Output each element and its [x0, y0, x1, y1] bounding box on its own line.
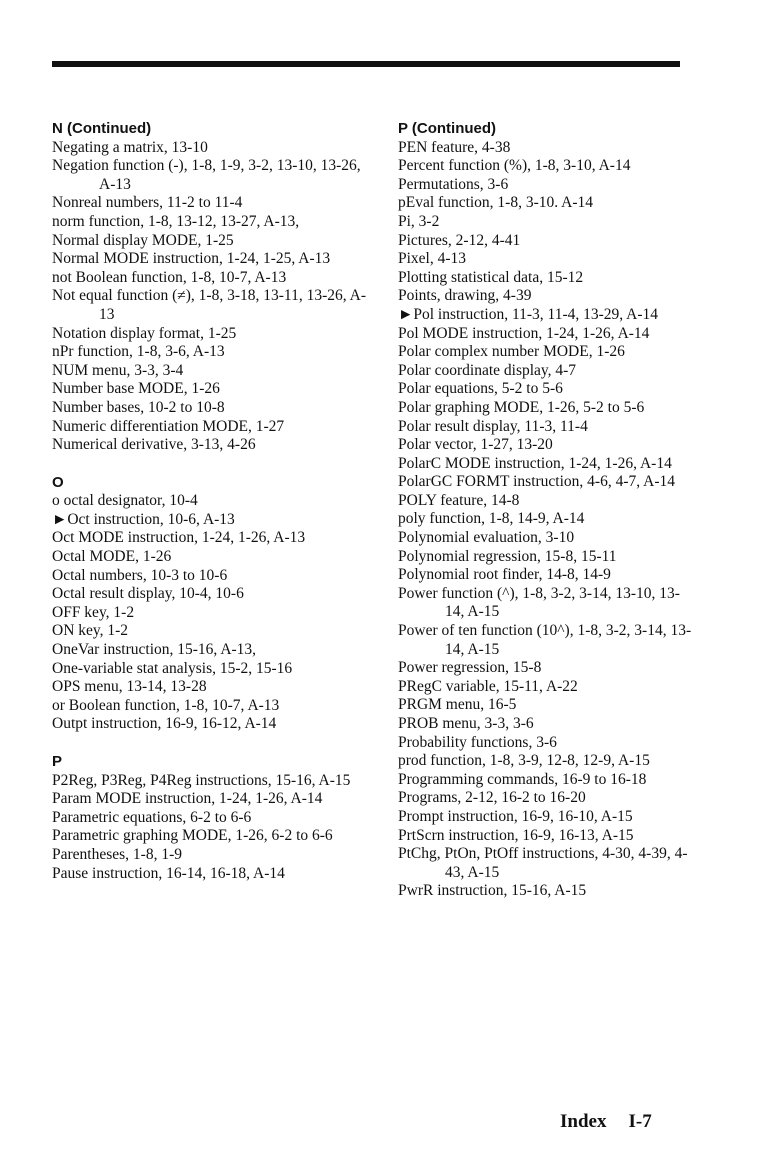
index-entry: PRegC variable, 15-11, A-22: [398, 677, 578, 695]
index-entry: Polar complex number MODE, 1-26: [398, 343, 625, 361]
index-entry: Permutations, 3-6: [398, 175, 509, 193]
index-entry: Polar result display, 11-3, 11-4: [398, 417, 588, 435]
index-entry: Octal numbers, 10-3 to 10-6: [52, 566, 228, 584]
index-entry: Parametric graphing MODE, 1-26, 6-2 to 6-6: [52, 827, 333, 845]
footer-label: Index: [560, 1111, 607, 1132]
index-entry: OFF key, 1-2: [52, 603, 135, 621]
index-entry: Pi, 3-2: [398, 212, 440, 230]
index-entry: Notation display format, 1-25: [52, 324, 237, 342]
index-entry: Programming commands, 16-9 to 16-18: [398, 770, 647, 788]
index-entry: Octal result display, 10-4, 10-6: [52, 585, 244, 603]
index-entry: Power regression, 15-8: [398, 659, 542, 677]
index-entry: PRGM menu, 16-5: [398, 696, 517, 714]
index-entry: ►Oct instruction, 10-6, A-13: [52, 510, 235, 528]
index-entry: PolarC MODE instruction, 1-24, 1-26, A-14: [398, 454, 672, 472]
index-entry: norm function, 1-8, 13-12, 13-27, A-13,: [52, 212, 300, 230]
index-entry: pEval function, 1-8, 3-10. A-14: [398, 194, 594, 212]
page-footer: [560, 1111, 652, 1133]
index-entry: poly function, 1-8, 14-9, A-14: [398, 510, 585, 528]
top-rule: [52, 61, 680, 67]
index-entry: PEN feature, 4-38: [398, 138, 511, 156]
index-entry: Outpt instruction, 16-9, 16-12, A-14: [52, 715, 277, 733]
index-entry: Not equal function (≠), 1-8, 3-18, 13-11, 13-26, A-13: [52, 287, 366, 323]
page-number: I-7: [628, 1111, 652, 1132]
index-entry: Power function (^), 1-8, 3-2, 3-14, 13-10, 13-14, A-15: [398, 584, 680, 621]
index-entry: Polynomial evaluation, 3-10: [398, 529, 575, 547]
index-entry: Pause instruction, 16-14, 16-18, A-14: [52, 864, 285, 882]
index-entry: Normal display MODE, 1-25: [52, 231, 234, 249]
index-entry: Polynomial root finder, 14-8, 14-9: [398, 566, 611, 584]
index-entry: P2Reg, P3Reg, P4Reg instructions, 15-16, A-15: [52, 771, 351, 789]
index-entry: PtChg, PtOn, PtOff instructions, 4-30, 4-39, 4-43, A-15: [398, 845, 688, 881]
index-entry: PolarGC FORMT instruction, 4-6, 4-7, A-14: [398, 473, 675, 491]
index-entry: Polar vector, 1-27, 13-20: [398, 436, 553, 454]
section-heading: P (Continued): [398, 120, 497, 137]
index-entry: Octal MODE, 1-26: [52, 548, 172, 566]
index-entry: PROB menu, 3-3, 3-6: [398, 715, 534, 732]
index-entry: Negation function (-), 1-8, 1-9, 3-2, 13-10, 13-26, A-13: [52, 157, 361, 193]
index-entry: Polar coordinate display, 4-7: [398, 361, 577, 379]
index-entry: Plotting statistical data, 15-12: [398, 268, 584, 286]
index-entry: Pixel, 4-13: [398, 250, 467, 268]
index-entry: PrtScrn instruction, 16-9, 16-13, A-15: [398, 826, 634, 844]
index-entry: Probability functions, 3-6: [398, 733, 557, 751]
index-entry: Percent function (%), 1-8, 3-10, A-14: [398, 157, 631, 175]
section-heading: O: [52, 473, 64, 491]
index-entry: Numerical derivative, 3-13, 4-26: [52, 436, 256, 454]
index-entry: Number base MODE, 1-26: [52, 380, 220, 398]
section-heading: P: [52, 753, 63, 770]
index-entry: Parentheses, 1-8, 1-9: [52, 845, 182, 863]
index-entry: nPr function, 1-8, 3-6, A-13: [52, 343, 225, 361]
index-entry: PwrR instruction, 15-16, A-15: [398, 882, 587, 900]
index-entry: Numeric differentiation MODE, 1-27: [52, 417, 285, 435]
index-entry: Param MODE instruction, 1-24, 1-26, A-14: [52, 790, 323, 808]
index-entry: Polynomial regression, 15-8, 15-11: [398, 547, 617, 565]
index-entry: Polar equations, 5-2 to 5-6: [398, 380, 563, 398]
index-entry: Parametric equations, 6-2 to 6-6: [52, 808, 252, 826]
index-entry: or Boolean function, 1-8, 10-7, A-13: [52, 696, 280, 714]
index-entry: Prompt instruction, 16-9, 16-10, A-15: [398, 807, 633, 825]
index-entry: Polar graphing MODE, 1-26, 5-2 to 5-6: [398, 398, 645, 416]
index-entry: Power of ten function (10^), 1-8, 3-2, 3-14, 13-14, A-15: [398, 622, 692, 658]
index-entry: Points, drawing, 4-39: [398, 287, 532, 305]
section-heading: N (Continued): [52, 120, 152, 137]
index-entry: o octal designator, 10-4: [52, 492, 198, 510]
index-entry: prod function, 1-8, 3-9, 12-8, 12-9, A-15: [398, 752, 650, 770]
index-entry: ON key, 1-2: [52, 622, 129, 640]
index-entry: NUM menu, 3-3, 3-4: [52, 361, 184, 379]
index-entry: Pol MODE instruction, 1-24, 1-26, A-14: [398, 324, 650, 342]
index-entry: Nonreal numbers, 11-2 to 11-4: [52, 194, 243, 212]
index-entry: OPS menu, 13-14, 13-28: [52, 678, 207, 696]
index-entry: Normal MODE instruction, 1-24, 1-25, A-13: [52, 250, 331, 268]
index-entry: Oct MODE instruction, 1-24, 1-26, A-13: [52, 529, 306, 547]
index-entry: Negating a matrix, 13-10: [52, 138, 208, 156]
index-entry: POLY feature, 14-8: [398, 491, 520, 509]
index-entry: not Boolean function, 1-8, 10-7, A-13: [52, 268, 287, 286]
index-column-left: [52, 120, 370, 883]
index-entry: Programs, 2-12, 16-2 to 16-20: [398, 789, 586, 807]
index-entry: Number bases, 10-2 to 10-8: [52, 398, 225, 416]
index-entry: ►Pol instruction, 11-3, 11-4, 13-29, A-14: [398, 305, 659, 323]
index-entry: OneVar instruction, 15-16, A-13,: [52, 641, 257, 659]
index-entry: One-variable stat analysis, 15-2, 15-16: [52, 659, 293, 677]
index-entry: Pictures, 2-12, 4-41: [398, 231, 521, 249]
index-column-right: [398, 120, 698, 901]
